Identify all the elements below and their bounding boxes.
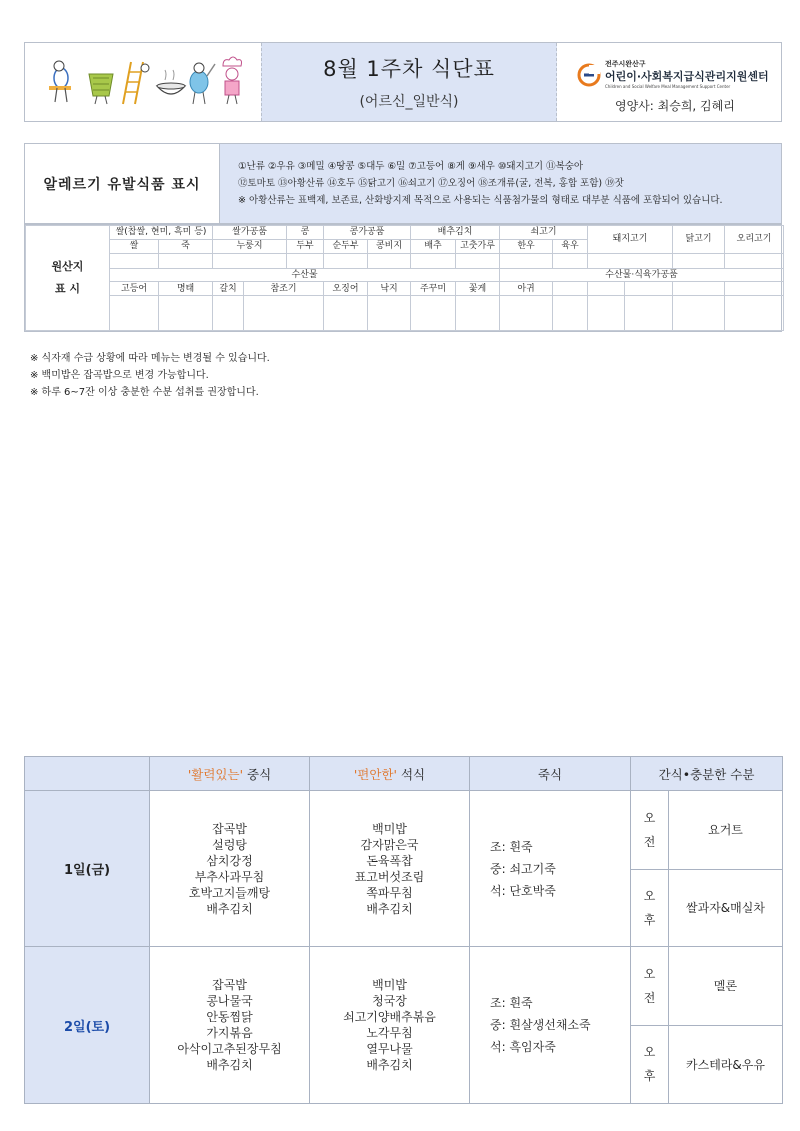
period-char: 전 [643, 990, 656, 1005]
menu-head-lunch-text: 중식 [243, 766, 272, 782]
menu-item: 잡곡밥 [212, 978, 247, 993]
origin-group-bean: 콩 [287, 226, 324, 240]
menu-item: 쇠고기양배추볶음 [343, 1010, 436, 1025]
menu-item: 부추사과무침 [194, 869, 265, 884]
origin-group-rice-processed: 쌀가공품 [213, 226, 287, 240]
menu-item: 중: 쇠고기죽 [490, 861, 556, 876]
menu-item: 중: 흰살생선채소죽 [490, 1018, 591, 1033]
menu-item: 표고버섯조림 [354, 869, 425, 884]
snack-pm: 쌀과자&매실차 [669, 869, 783, 946]
origin-processed-cell [673, 282, 725, 296]
origin-value-cell [588, 296, 625, 331]
origin-value-cell [244, 296, 324, 331]
allergy-section [24, 143, 782, 224]
snack-period-pm [631, 869, 669, 946]
note-line-3: ※ 하루 6~7잔 이상 충분한 수분 섭취를 권장합니다. [30, 387, 259, 398]
period-char: 오 [643, 888, 656, 903]
origin-value-cell [673, 296, 725, 331]
period-char: 오 [643, 810, 656, 825]
menu-item: 감자맑은국 [360, 837, 419, 852]
origin-processed-label: 수산물·식육가공품 [500, 268, 784, 282]
origin-value-cell [625, 296, 673, 331]
dinner-menu-cell [310, 791, 470, 947]
menu-item: 배추김치 [206, 901, 253, 916]
menu-item: 백미밥 [372, 978, 407, 993]
cook-illustrations [25, 43, 261, 121]
allergy-note: ※ 아황산류는 표백제, 보존료, 산화방지제 목적으로 사용되는 식품첨가물의 형태로 대부분 식품에 포함되어 있습니다. [238, 195, 723, 206]
origin-value-cell [213, 296, 244, 331]
origin-value-cell [368, 296, 411, 331]
period-char: 전 [643, 834, 656, 849]
origin-value-cell [500, 296, 553, 331]
menu-head-lunch-accent: '활력있는' [187, 766, 244, 782]
cook-with-tray-icon [49, 61, 71, 102]
origin-value-cell [213, 253, 287, 268]
menu-table [24, 756, 782, 1104]
origin-value-cell [110, 253, 159, 268]
menu-head-dinner [310, 757, 470, 791]
menu-head-porridge: 죽식 [470, 757, 631, 791]
origin-sub-rice: 쌀 [110, 239, 159, 253]
menu-head-blank [25, 757, 150, 791]
menu-item: 배추김치 [206, 1058, 253, 1073]
origin-seafood-mackerel: 고등어 [110, 282, 159, 296]
origin-group-bean-processed: 콩가공품 [324, 226, 411, 240]
origin-seafood-squid: 오징어 [324, 282, 368, 296]
chef-hat-icon [223, 57, 242, 104]
menu-item: 설렁탕 [212, 837, 247, 852]
origin-seafood-monkfish: 아귀 [500, 282, 553, 296]
snack-period-am [631, 947, 669, 1025]
menu-item: 노각무침 [366, 1026, 413, 1041]
menu-item: 열무나물 [366, 1042, 413, 1057]
organization-box [557, 43, 781, 121]
origin-processed-cell [588, 282, 625, 296]
origin-value-cell [456, 253, 500, 268]
menu-item: 쪽파무침 [366, 885, 413, 900]
note-line-1: ※ 식자재 수급 상황에 따라 메뉴는 변경될 수 있습니다. [30, 353, 270, 364]
menu-item: 잡곡밥 [212, 821, 247, 836]
origin-seafood-label: 수산물 [110, 268, 500, 282]
origin-value-cell [456, 296, 500, 331]
origin-group-chicken: 닭고기 [673, 226, 725, 254]
menu-item: 백미밥 [372, 821, 407, 836]
origin-seafood-hairtail: 갈치 [213, 282, 244, 296]
period-char: 후 [643, 1069, 656, 1084]
menu-item: 석: 흑임자죽 [490, 1040, 556, 1055]
origin-sub-red-pepper: 고춧가루 [456, 239, 500, 253]
org-name: 어린이·사회복지급식관리지원센터 [605, 70, 769, 83]
origin-table [24, 224, 782, 332]
lunch-menu-cell [150, 791, 310, 947]
allergy-label: 알레르기 유발식품 표시 [43, 176, 201, 193]
origin-seafood-croaker: 참조기 [244, 282, 324, 296]
menu-item: 석: 단호박죽 [490, 883, 556, 898]
menu-item: 호박고지들깨탕 [188, 885, 271, 900]
day-label: 2일(토) [25, 947, 150, 1104]
origin-side-label [26, 226, 110, 331]
snack-am: 멜론 [669, 947, 783, 1025]
snack-am: 요거트 [669, 791, 783, 869]
origin-value-cell [673, 253, 725, 268]
origin-processed-cell [625, 282, 673, 296]
origin-value-cell [500, 253, 553, 268]
origin-sub-cabbage: 배추 [411, 239, 456, 253]
period-char: 후 [643, 912, 656, 927]
menu-head-lunch [150, 757, 310, 791]
snack-pm: 카스테라&우유 [669, 1025, 783, 1104]
menu-item: 콩나물국 [206, 994, 253, 1009]
origin-group-kimchi: 배추김치 [411, 226, 500, 240]
dietitian-names: 영양사: 최승희, 김혜리 [615, 99, 735, 113]
menu-item: 삼치강정 [206, 853, 253, 868]
origin-value-cell [110, 296, 159, 331]
porridge-menu-cell [470, 791, 631, 947]
origin-seafood-crab: 꽃게 [456, 282, 500, 296]
menu-item: 조: 흰죽 [490, 839, 533, 854]
origin-sub-porridge: 죽 [159, 239, 213, 253]
cook-with-bowl-icon [157, 70, 185, 94]
menu-item: 안동찜닭 [206, 1010, 253, 1025]
origin-value-cell [287, 253, 324, 268]
lunch-menu-cell [150, 947, 310, 1104]
origin-side-label-2: 표 시 [54, 282, 81, 295]
origin-group-beef: 쇠고기 [500, 226, 588, 240]
period-char: 오 [643, 966, 656, 981]
origin-sub-bean-curd: 콩비지 [368, 239, 411, 253]
origin-seafood-webfoot: 주꾸미 [411, 282, 456, 296]
origin-group-duck: 오리고기 [725, 226, 784, 254]
origin-value-cell [553, 253, 588, 268]
menu-item: 돈육폭찹 [366, 853, 413, 868]
origin-value-cell [159, 296, 213, 331]
snack-period-pm [631, 1025, 669, 1104]
page-title: 8월 1주차 식단표 [323, 57, 495, 81]
chef-with-ladder-icon [123, 62, 149, 104]
origin-value-cell [725, 253, 784, 268]
origin-seafood-octopus: 낙지 [368, 282, 411, 296]
header-banner [24, 42, 782, 122]
menu-item: 가지볶음 [206, 1026, 253, 1041]
origin-value-cell [411, 296, 456, 331]
menu-head-dinner-text: 석식 [396, 766, 426, 782]
center-logo-icon [577, 63, 601, 87]
origin-sub-hanwoo: 한우 [500, 239, 553, 253]
dinner-menu-cell [310, 947, 470, 1104]
origin-group-pork: 돼지고기 [588, 226, 673, 254]
org-district: 전주시완산구 [605, 60, 646, 68]
menu-item: 배추김치 [366, 1058, 413, 1073]
origin-value-cell [324, 296, 368, 331]
period-char: 오 [643, 1045, 656, 1060]
origin-value-cell [159, 253, 213, 268]
basket-icon [89, 74, 113, 104]
origin-value-cell [411, 253, 456, 268]
origin-processed-cell [725, 282, 784, 296]
origin-group-rice: 쌀(찹쌀, 현미, 흑미 등) [110, 226, 213, 240]
menu-item: 청국장 [372, 994, 407, 1009]
menu-item: 아삭이고추된장무침 [177, 1042, 282, 1057]
origin-sub-tofu: 두부 [287, 239, 324, 253]
origin-sub-soft-tofu: 순두부 [324, 239, 368, 253]
origin-value-cell [368, 253, 411, 268]
page-subtitle: (어르신_일반식) [359, 94, 459, 110]
origin-sub-yukwoo: 육우 [553, 239, 588, 253]
menu-head-dinner-accent: '편안한' [353, 766, 397, 782]
allergy-content [219, 144, 781, 223]
origin-value-cell [588, 253, 673, 268]
menu-item: 조: 흰죽 [490, 996, 533, 1011]
org-english-name: Children and Social Welfare Meal Management Support Center [605, 84, 731, 89]
day-label: 1일(금) [25, 791, 150, 947]
allergy-list-line-1: ①난류 ②우유 ③메밀 ④땅콩 ⑤대두 ⑥밀 ⑦고등어 ⑧게 ⑨새우 ⑩돼지고기 ⑪복숭아 [238, 161, 584, 172]
title-box [261, 43, 557, 121]
origin-sub-nurungji: 누룽지 [213, 239, 287, 253]
allergy-list-line-2: ⑫토마토 ⑬아황산류 ⑭호두 ⑮닭고기 ⑯쇠고기 ⑰오징어 ⑱조개류(굴, 전복, 홍합 포함) ⑲잣 [238, 178, 624, 189]
snack-period-am [631, 791, 669, 869]
cook-with-spoon-icon [190, 63, 215, 104]
origin-value-cell [725, 296, 784, 331]
origin-value-cell [324, 253, 368, 268]
menu-head-snack: 간식•충분한 수분 [631, 757, 783, 791]
porridge-menu-cell [470, 947, 631, 1104]
origin-processed-cell [553, 282, 588, 296]
menu-item: 배추김치 [366, 901, 413, 916]
origin-side-label-1: 원산지 [51, 260, 84, 273]
notes-section [30, 350, 270, 401]
note-line-2: ※ 백미밥은 잡곡밥으로 변경 가능합니다. [30, 370, 209, 381]
origin-value-cell [553, 296, 588, 331]
origin-seafood-pollack: 명태 [159, 282, 213, 296]
